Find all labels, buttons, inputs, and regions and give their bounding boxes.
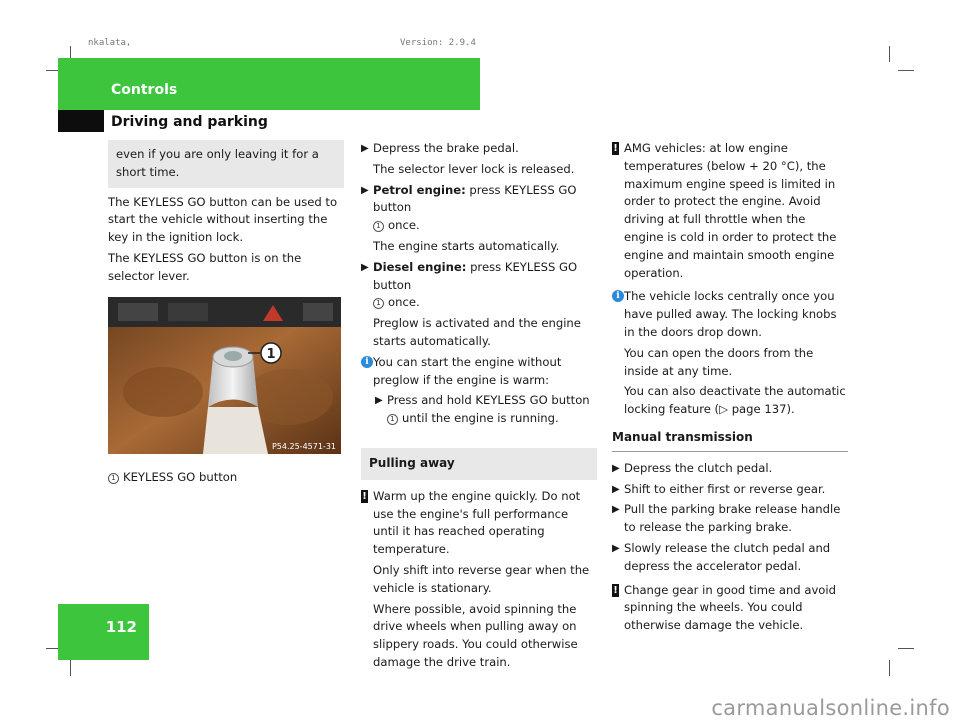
crop-mark	[898, 648, 914, 649]
warning-icon: !	[362, 490, 367, 502]
page-number: 112	[105, 618, 137, 636]
instruction-step	[612, 481, 848, 499]
arrow-icon: ▶	[612, 504, 620, 516]
instruction-step	[361, 140, 597, 158]
arrow-icon: ▶	[612, 542, 620, 554]
arrow-icon: ▶	[361, 143, 369, 154]
arrow-icon: ▶	[375, 395, 383, 407]
step-text: until the engine is running.	[402, 411, 559, 426]
arrow-icon: ▶	[612, 483, 620, 495]
info-icon: i	[361, 356, 373, 368]
page-reference-link[interactable]: page 137	[731, 402, 787, 417]
instruction-step	[612, 460, 848, 478]
step-text: once.	[388, 295, 420, 310]
text: You can also deactivate the automatic locking feature (	[624, 384, 846, 417]
section-heading: Pulling away	[361, 448, 597, 480]
step-text: Depress the clutch pedal.	[624, 460, 773, 475]
instruction-step	[361, 182, 597, 235]
warning-note	[612, 582, 848, 635]
arrow-icon: ▶	[361, 184, 369, 196]
callout-number: 1	[108, 473, 119, 484]
keyless-go-photo	[108, 297, 341, 454]
paragraph: You can open the doors from the inside at any time.	[624, 345, 814, 378]
info-note	[361, 354, 597, 390]
crop-mark	[70, 660, 71, 676]
paragraph: The KEYLESS GO button is on the selector lever.	[108, 250, 302, 283]
note-text: AMG vehicles: at low engine temperatures (below + 20 °C), the maximum engine speed is limited in order to protect the engine. Avoid driving at full throttle when the engine is cold in order to protect the engine and maintain smooth engine operation.	[624, 141, 837, 280]
callout-number: 1	[373, 221, 384, 232]
crop-mark	[898, 70, 914, 71]
step-result: Preglow is activated and the engine starts automatically.	[373, 316, 581, 348]
note-text: The vehicle locks centrally once you have pulled away. The locking knobs in the doors drop down.	[624, 289, 837, 339]
photo-code: P54.25-4571-31	[271, 441, 336, 451]
crop-mark	[889, 660, 890, 676]
section-title: Controls	[111, 82, 178, 98]
note-text: Change gear in good time and avoid spinning the wheels. You could otherwise damage the vehicle.	[624, 582, 836, 633]
step-label: Petrol engine:	[373, 182, 466, 197]
step-text: Slowly release the clutch pedal and depress the accelerator pedal.	[624, 540, 831, 573]
page-number-tab	[58, 604, 149, 660]
photo-callout-1: 1	[266, 346, 276, 362]
warning-icon: !	[613, 584, 618, 596]
instruction-step	[612, 540, 848, 576]
step-label: Diesel engine:	[373, 259, 467, 274]
info-note	[612, 288, 848, 341]
arrow-icon: ▶	[612, 462, 620, 474]
column-3	[612, 140, 848, 638]
instruction-step	[612, 501, 848, 537]
paragraph: Where possible, avoid spinning the drive wheels when pulling away on slippery roads. You could otherwise damage the drive train.	[373, 601, 578, 669]
instruction-step	[361, 259, 597, 312]
warning-icon: !	[613, 143, 618, 154]
subsection-title: Driving and parking	[111, 114, 268, 130]
crop-mark	[889, 46, 890, 62]
callout-number: 1	[373, 298, 384, 309]
step-text: Press and hold KEYLESS GO button	[387, 393, 590, 408]
print-stamp-right: Version: 2.9.4	[400, 38, 476, 48]
text: ).	[786, 402, 795, 417]
print-stamp-left: nkalata,	[88, 38, 132, 48]
step-text: Pull the parking brake release handle to release the parking brake.	[624, 502, 841, 535]
step-result: The engine starts automatically.	[373, 238, 560, 253]
header-tab	[58, 110, 104, 132]
photo-caption	[108, 469, 344, 487]
caption-text: KEYLESS GO button	[123, 470, 238, 485]
continued-note-box: even if you are only leaving it for a short time.	[108, 140, 344, 188]
note-text: Warm up the engine quickly. Do not use the engine's full performance until it has reached operating temperature.	[373, 488, 581, 557]
warning-note	[361, 488, 597, 559]
callout-number: 1	[387, 414, 398, 425]
step-text: press KEYLESS GO button	[373, 182, 577, 215]
ref-arrow-icon: ▷	[719, 402, 729, 417]
section-heading: Manual transmission	[612, 429, 848, 452]
watermark-logo: carmanualsonline.info	[711, 696, 950, 720]
column-1	[108, 140, 344, 490]
step-text: once.	[388, 218, 420, 233]
warning-note	[612, 140, 848, 282]
step-result: The selector lever lock is released.	[373, 161, 575, 176]
info-icon: i	[612, 290, 624, 302]
step-text: press KEYLESS GO button	[373, 259, 578, 292]
step-text: Shift to either first or reverse gear.	[624, 481, 826, 496]
instruction-step	[361, 392, 597, 428]
paragraph: Only shift into reverse gear when the vehicle is stationary.	[373, 562, 590, 595]
arrow-icon: ▶	[361, 261, 369, 273]
step-text: Depress the brake pedal.	[373, 141, 519, 155]
paragraph: The KEYLESS GO button can be used to start the vehicle without inserting the key in the ignition lock.	[108, 194, 338, 245]
paragraph	[612, 383, 848, 419]
column-2	[361, 140, 597, 675]
note-text: You can start the engine without preglow if the engine is warm:	[373, 354, 562, 387]
